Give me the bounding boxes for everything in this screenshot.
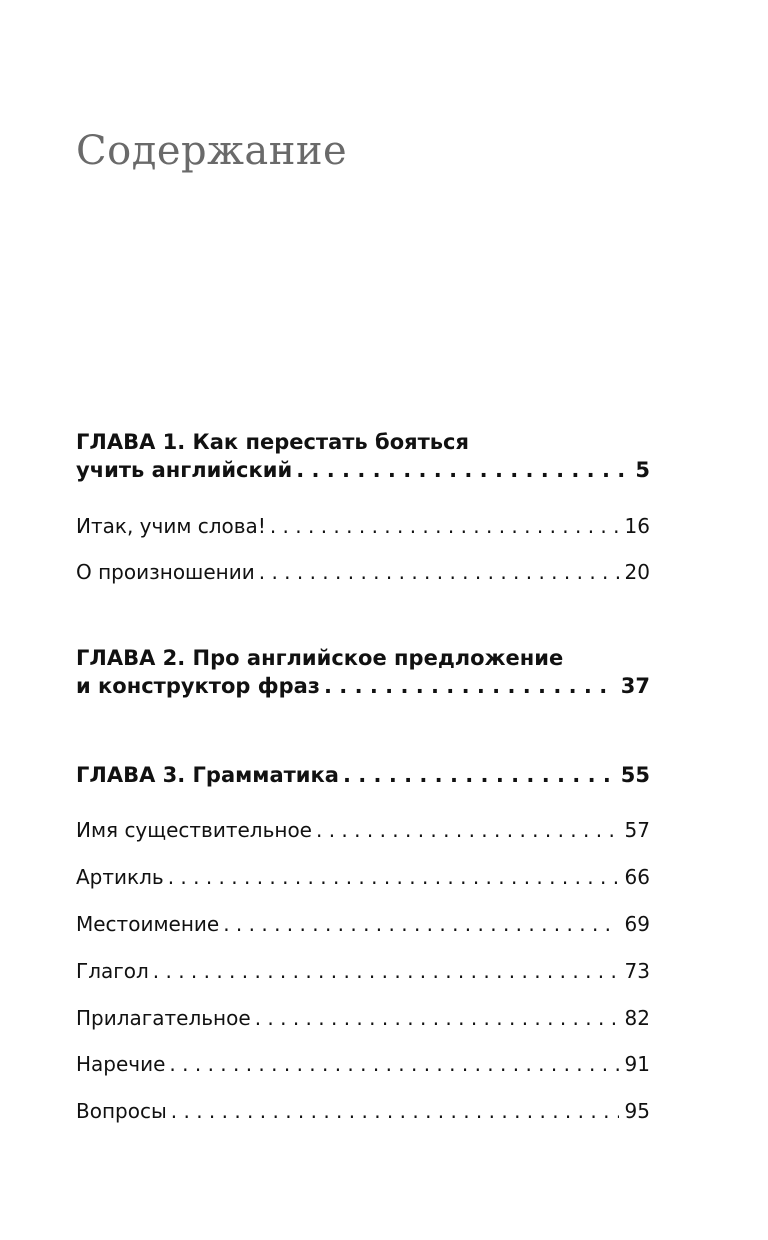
dot-leader [168, 863, 619, 891]
toc-entry-section[interactable] [76, 558, 650, 586]
dot-leader [296, 456, 629, 484]
toc-entry-label: ГЛАВА 3. Грамматика [76, 763, 339, 787]
toc-entry-label: Местоимение [76, 912, 220, 936]
toc-entry-page: 16 [624, 514, 650, 538]
toc-entry-label: Прилагательное [76, 1006, 251, 1030]
toc-entry-label: Артикль [76, 865, 164, 889]
toc-entry-heading: ГЛАВА 1. Как перестать бояться [76, 430, 469, 454]
dot-leader [316, 816, 619, 844]
toc-entry-section[interactable] [76, 910, 650, 938]
toc-entry-label: Вопросы [76, 1099, 167, 1123]
toc-entry-label: и конструктор фраз [76, 674, 320, 698]
toc-entry-label: Итак, учим слова! [76, 514, 266, 538]
dot-leader [255, 1004, 619, 1032]
toc-entry-page: 55 [620, 763, 650, 787]
toc-entry-section[interactable] [76, 512, 650, 540]
toc-entry-page: 5 [635, 458, 650, 482]
toc-entry-page: 73 [624, 959, 650, 983]
dot-leader [270, 512, 619, 540]
toc-entry-chapter-1[interactable] [76, 428, 650, 484]
toc-entry-section[interactable] [76, 816, 650, 844]
toc-entry-section[interactable] [76, 863, 650, 891]
dot-leader [223, 910, 618, 938]
toc-entry-label: Имя существительное [76, 818, 312, 842]
toc-entry-label: Глагол [76, 959, 149, 983]
dot-leader [343, 761, 615, 789]
dot-leader [259, 558, 619, 586]
toc-entry-chapter-3[interactable] [76, 761, 650, 789]
dot-leader [169, 1050, 618, 1078]
dot-leader [171, 1097, 619, 1125]
toc-entry-label: учить английский [76, 458, 293, 482]
toc-entry-section[interactable] [76, 1097, 650, 1125]
toc-entry-page: 95 [624, 1099, 650, 1123]
toc-entry-page: 82 [624, 1006, 650, 1030]
toc-entry-label: Наречие [76, 1052, 166, 1076]
page-title: Содержание [76, 128, 348, 174]
toc-entry-page: 69 [624, 912, 650, 936]
toc-entry-page: 37 [620, 674, 650, 698]
toc-entry-section[interactable] [76, 957, 650, 985]
toc-entry-page: 57 [624, 818, 650, 842]
toc-entry-section[interactable] [76, 1004, 650, 1032]
toc-entry-section[interactable] [76, 1050, 650, 1078]
toc-entry-page: 20 [624, 560, 650, 584]
toc-entry-label: О произношении [76, 560, 255, 584]
dot-leader [324, 672, 615, 700]
dot-leader [153, 957, 619, 985]
toc-entry-chapter-2[interactable] [76, 644, 650, 700]
toc-entry-page: 66 [624, 865, 650, 889]
toc-entry-heading: ГЛАВА 2. Про английское предложение [76, 646, 564, 670]
toc-entry-page: 91 [624, 1052, 650, 1076]
